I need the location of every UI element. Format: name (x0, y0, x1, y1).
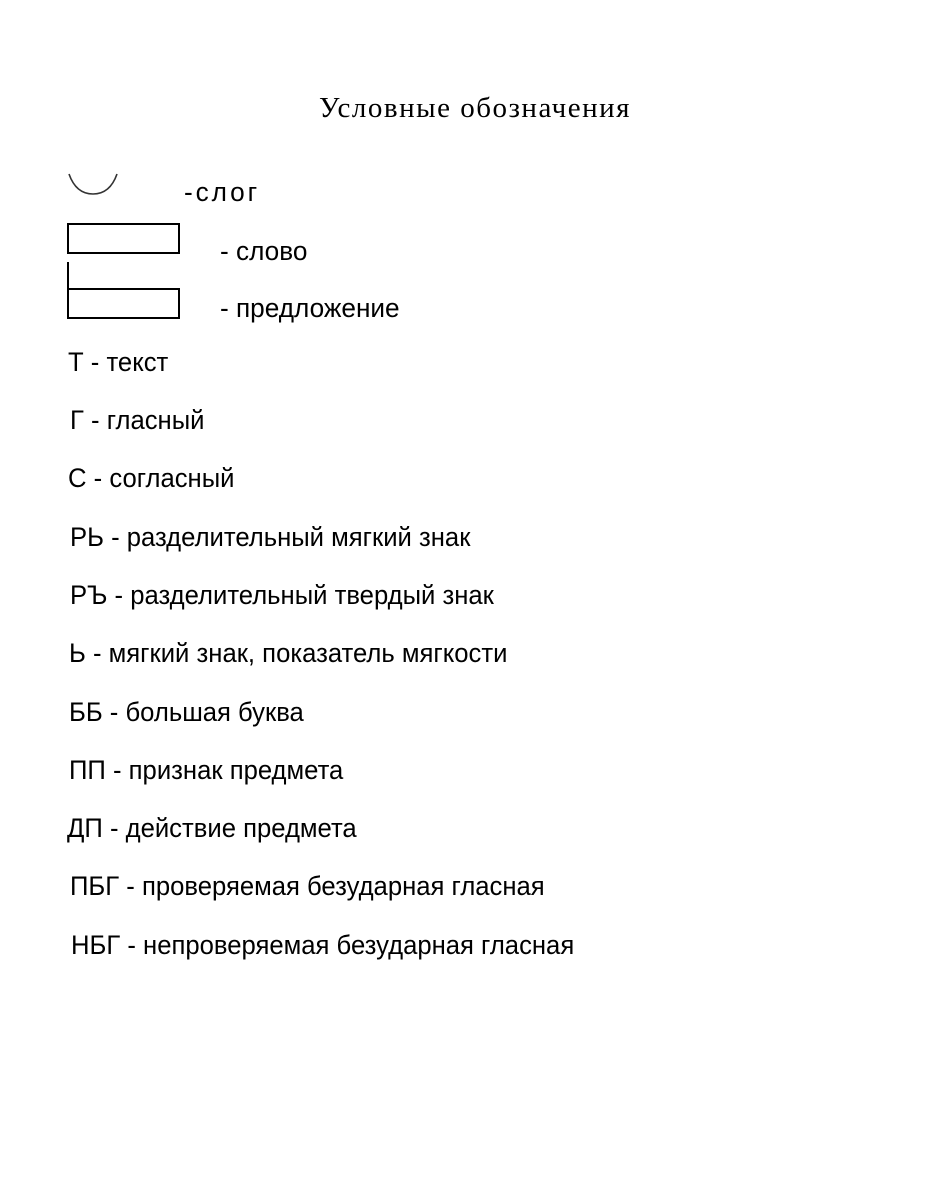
legend-abbr: ПБГ (70, 871, 120, 901)
legend-desc: действие предмета (125, 813, 357, 843)
legend-row-soft-sign (69, 637, 507, 669)
legend-separator: - (103, 522, 127, 552)
legend-separator: - (86, 463, 110, 493)
word-label: - слово (220, 236, 308, 266)
legend-separator: - (83, 405, 107, 435)
legend-row-uncheckable-vowel (71, 929, 574, 961)
legend-desc: согласный (109, 463, 235, 493)
legend-row-soft-sign-separator (70, 521, 470, 553)
word-box-icon (67, 223, 180, 254)
legend-row-hard-sign-separator (70, 579, 494, 611)
legend-desc: большая буква (125, 697, 304, 727)
legend-desc: признак предмета (128, 755, 344, 785)
legend-row-consonant (68, 462, 234, 494)
legend-abbr: С (68, 463, 87, 493)
sentence-box-icon (67, 288, 180, 319)
legend-abbr: НБГ (71, 930, 121, 960)
legend-abbr: ДП (67, 813, 103, 843)
syllable-arc-icon (66, 170, 120, 196)
legend-separator: - (102, 697, 126, 727)
syllable-label: -слог (184, 177, 261, 207)
legend-desc: текст (106, 347, 169, 377)
legend-separator: - (85, 638, 109, 668)
legend-separator: - (119, 871, 142, 901)
legend-row-text (68, 346, 168, 378)
legend-abbr: ББ (69, 697, 103, 727)
legend-abbr: Т (68, 347, 84, 377)
sentence-label: - предложение (220, 293, 400, 323)
legend-desc: разделительный мягкий знак (126, 522, 471, 552)
legend-desc: непроверяемая безударная гласная (143, 930, 575, 960)
legend-separator: - (83, 347, 107, 377)
legend-separator: - (120, 930, 144, 960)
legend-desc: разделительный твердый знак (130, 580, 494, 610)
legend-abbr: РЬ (70, 522, 104, 552)
legend-abbr: Ь (69, 638, 86, 668)
legend-abbr: Г (70, 405, 84, 435)
legend-row-vowel (70, 404, 204, 436)
legend-desc: мягкий знак, показатель мягкости (108, 638, 508, 668)
legend-separator: - (102, 813, 126, 843)
legend-abbr: РЪ (70, 580, 108, 610)
legend-separator: - (107, 580, 131, 610)
legend-row-checkable-vowel (70, 870, 545, 902)
legend-row-object-attribute (69, 754, 343, 786)
legend-row-object-action (67, 812, 357, 844)
legend-separator: - (105, 755, 129, 785)
page-title: Условные обозначения (319, 92, 631, 124)
legend-row-capital-letter (69, 696, 304, 728)
legend-desc: проверяемая безударная гласная (141, 871, 545, 901)
legend-desc: гласный (106, 405, 205, 435)
legend-abbr: ПП (69, 755, 106, 785)
